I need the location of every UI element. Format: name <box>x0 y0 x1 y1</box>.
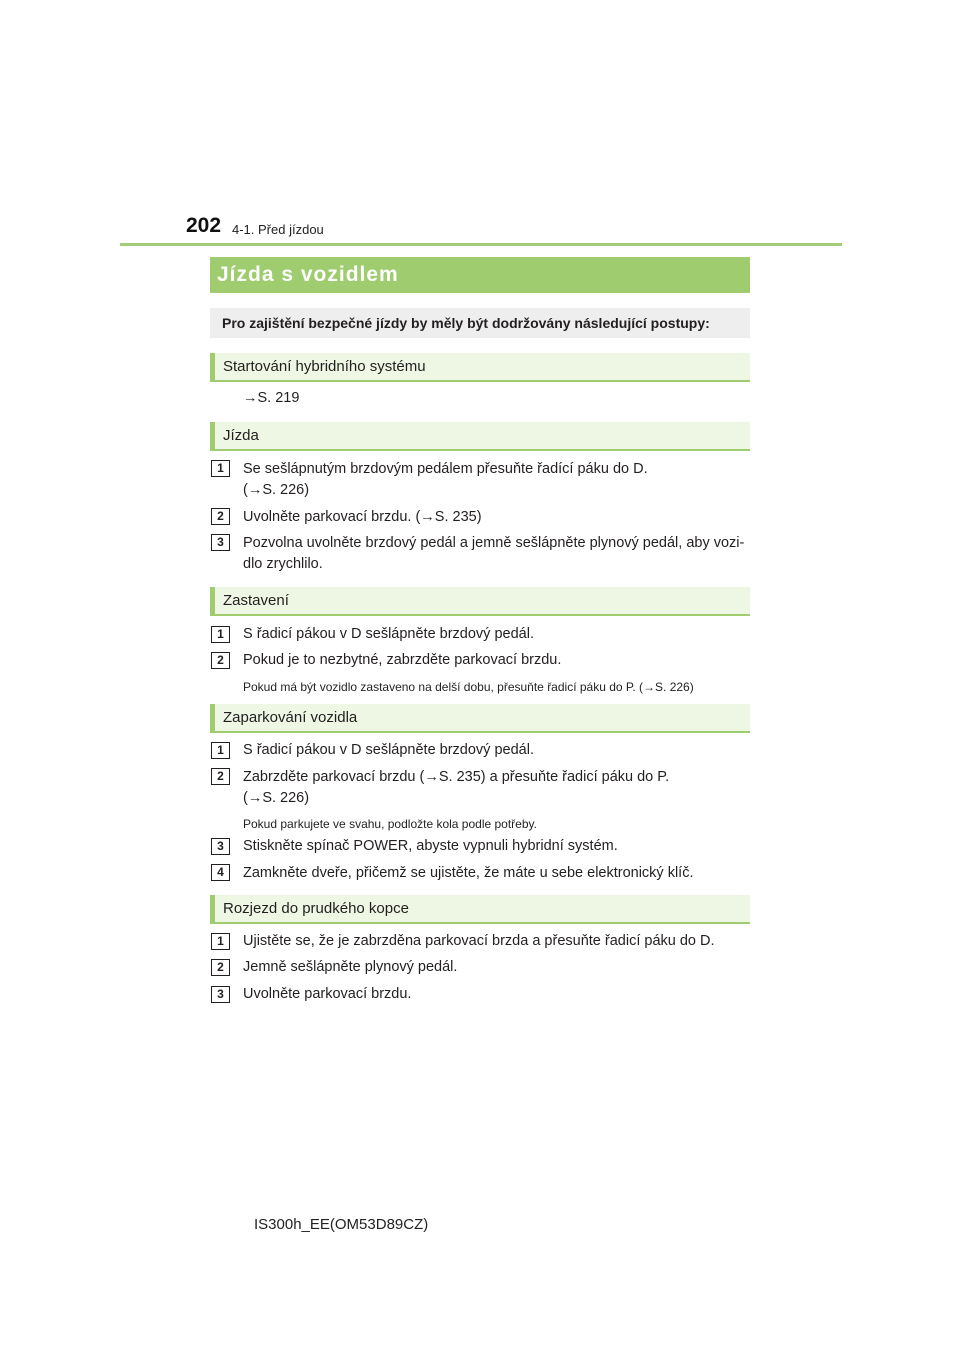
step-text <box>243 767 753 809</box>
step-text-line: Pokud je to nezbytné, zabrzděte parkovací brzdu. <box>243 652 562 668</box>
step-text <box>243 650 753 671</box>
section-heading-start-hybrid: Startování hybridního systému <box>210 353 750 382</box>
step-number-badge: 3 <box>211 534 230 551</box>
step-number-badge: 1 <box>211 742 230 759</box>
step-text <box>243 507 753 528</box>
step-text <box>243 836 753 857</box>
section-heading-parking: Zaparkování vozidla <box>210 704 750 733</box>
step-number-badge: 1 <box>211 626 230 643</box>
step-text-line: Pozvolna uvolněte brzdový pedál a jemně sešlápněte plynový pedál, aby vozi- <box>243 535 745 551</box>
step-number-badge: 3 <box>211 986 230 1003</box>
step-number-badge: 2 <box>211 508 230 525</box>
page-title: Jízda s vozidlem <box>210 257 750 293</box>
section-breadcrumb: 4-1. Před jízdou <box>232 222 324 237</box>
step-text-line: Zabrzděte parkovací brzdu (→S. 235) a přesuňte řadicí páku do P. <box>243 769 670 785</box>
step-text-line: Se sešlápnutým brzdovým pedálem přesuňte řadící páku do D. <box>243 461 648 477</box>
step-number-badge: 2 <box>211 768 230 785</box>
section-note: Pokud má být vozidlo zastaveno na delší dobu, přesuňte řadicí páku do P. (→S. 226) <box>243 680 694 694</box>
step-text <box>243 533 753 575</box>
section-note: Pokud parkujete ve svahu, podložte kola podle potřeby. <box>243 817 537 831</box>
step-number-badge: 1 <box>211 933 230 950</box>
step-text <box>243 459 753 501</box>
step-text <box>243 740 753 761</box>
step-number-badge: 2 <box>211 959 230 976</box>
section-heading-stopping: Zastavení <box>210 587 750 616</box>
step-text <box>243 984 753 1005</box>
step-number-badge: 2 <box>211 652 230 669</box>
header-divider <box>120 243 842 246</box>
step-number-badge: 4 <box>211 864 230 881</box>
step-text <box>243 624 753 645</box>
step-text-line: Uvolněte parkovací brzdu. (→S. 235) <box>243 509 482 525</box>
step-text-line: S řadicí pákou v D sešlápněte brzdový pedál. <box>243 742 534 758</box>
footer-model-code: IS300h_EE(OM53D89CZ) <box>254 1216 429 1233</box>
section-heading-hill-start: Rozjezd do prudkého kopce <box>210 895 750 924</box>
step-text-line: (→S. 226) <box>243 482 310 498</box>
page-number: 202 <box>186 214 222 237</box>
step-text <box>243 931 753 952</box>
step-text-line: Ujistěte se, že je zabrzděna parkovací brzda a přesuňte řadicí páku do D. <box>243 933 715 949</box>
section-heading-driving: Jízda <box>210 422 750 451</box>
step-number-badge: 3 <box>211 838 230 855</box>
step-text <box>243 957 753 978</box>
step-text-line: Zamkněte dveře, přičemž se ujistěte, že máte u sebe elektronický klíč. <box>243 865 694 881</box>
step-text-line: Uvolněte parkovací brzdu. <box>243 986 412 1002</box>
step-text-line: dlo zrychlilo. <box>243 556 323 572</box>
page-reference: →S. 219 <box>243 390 300 406</box>
step-text-line: Jemně sešlápněte plynový pedál. <box>243 959 458 975</box>
intro-note: Pro zajištění bezpečné jízdy by měly být dodržovány následující postupy: <box>210 308 750 338</box>
step-text <box>243 863 753 884</box>
step-text-line: Stiskněte spínač POWER, abyste vypnuli hybridní systém. <box>243 838 618 854</box>
step-number-badge: 1 <box>211 460 230 477</box>
step-text-line: S řadicí pákou v D sešlápněte brzdový pedál. <box>243 626 534 642</box>
step-text-line: (→S. 226) <box>243 790 310 806</box>
